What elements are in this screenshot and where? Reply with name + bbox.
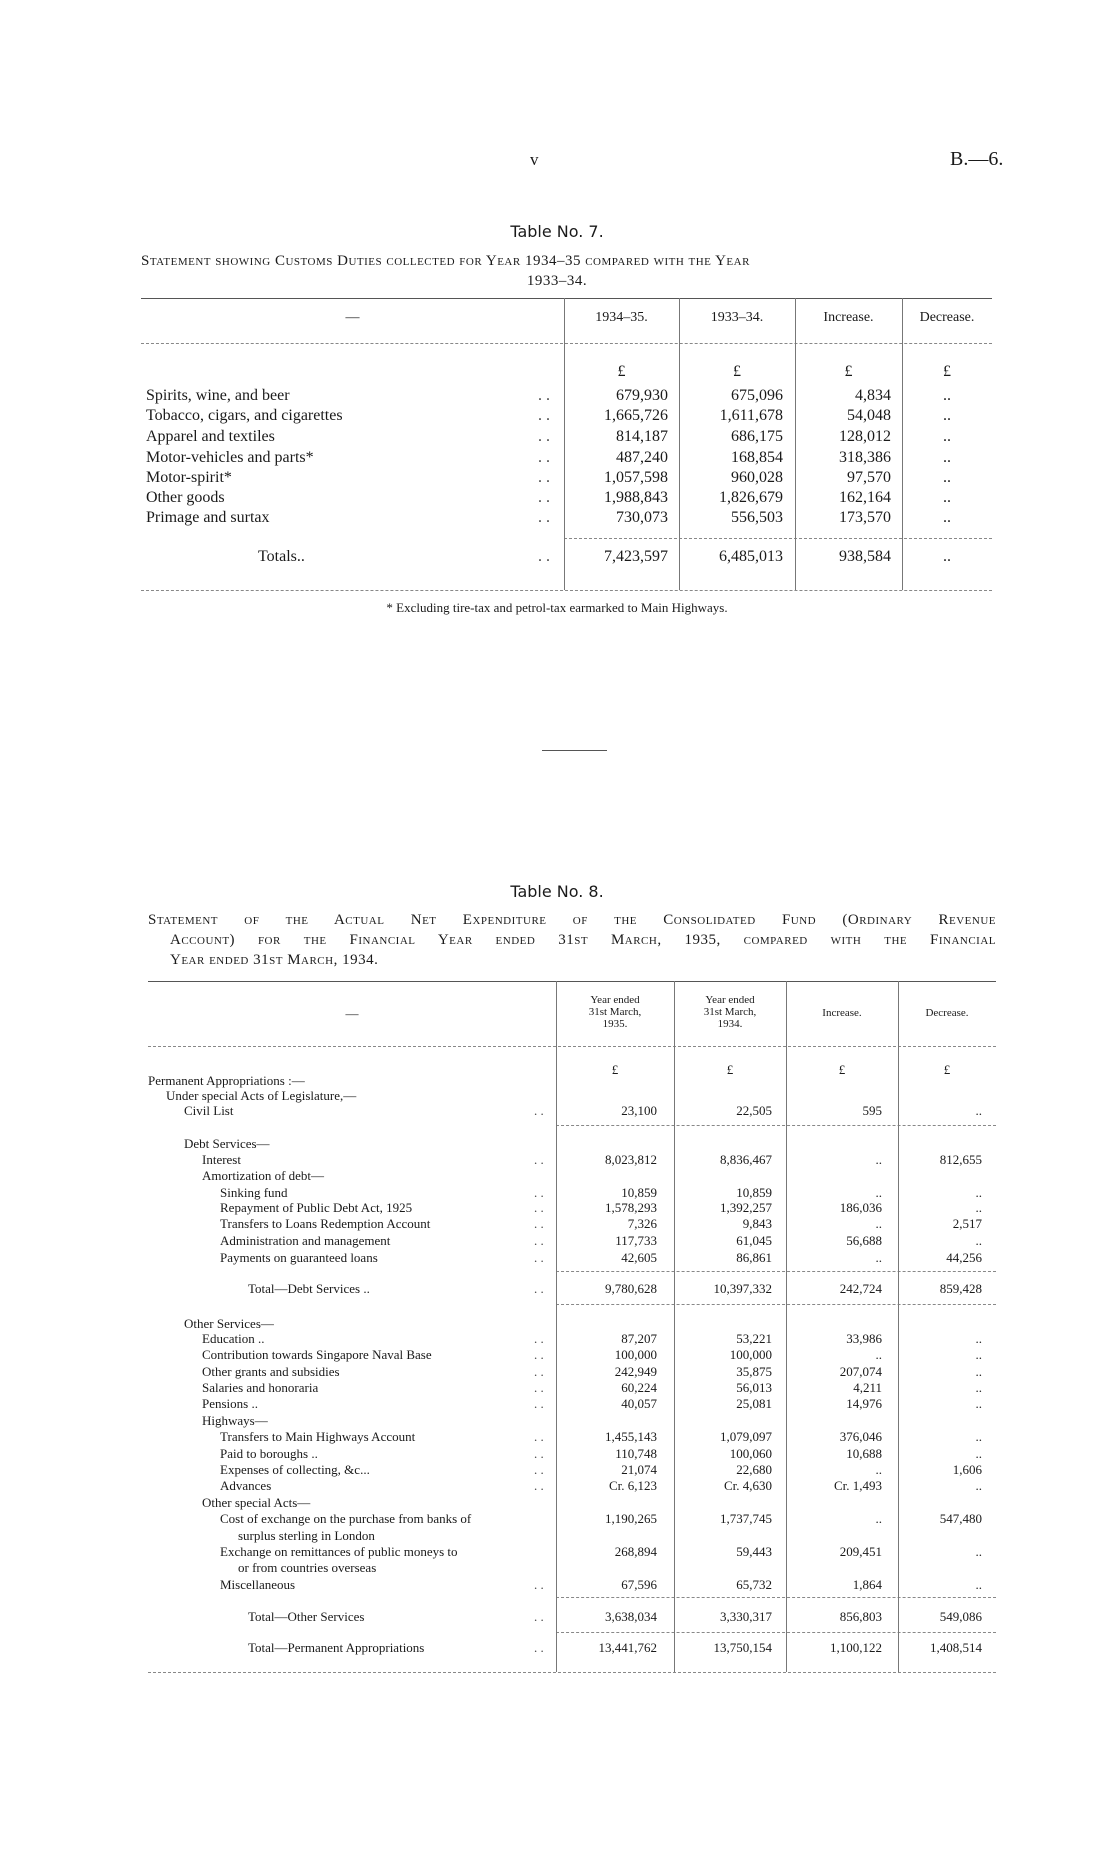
table8-row-value: 117,733 — [615, 1233, 657, 1248]
table7-row-value: 4,834 — [855, 387, 891, 404]
table8-row-value: .. — [975, 1544, 982, 1559]
leader-dots: . . — [534, 1200, 544, 1215]
leader-dots: . . — [534, 1185, 544, 1200]
table8-row-value: 86,861 — [736, 1250, 772, 1265]
table8-row-value: 242,724 — [839, 1281, 882, 1296]
leader-dots: . . — [534, 1103, 544, 1118]
rule — [141, 343, 992, 344]
table7-row-value: 556,503 — [731, 509, 783, 526]
table8-row-label: Administration and management — [220, 1233, 391, 1248]
table8-row-value: .. — [975, 1347, 982, 1362]
table8-row-label: or from countries overseas — [238, 1560, 377, 1575]
table7-row-value: .. — [943, 509, 951, 526]
leader-dots: . . — [538, 449, 550, 466]
table8-row-value: 25,081 — [736, 1396, 772, 1411]
table8-row-value: 1,392,257 — [720, 1200, 772, 1215]
table8-row-label: Miscellaneous — [220, 1577, 296, 1592]
table8-row-value: .. — [975, 1577, 982, 1592]
leader-dots: . . — [534, 1640, 544, 1655]
column-divider — [674, 981, 675, 1672]
table8-row-value: 110,748 — [615, 1446, 657, 1461]
table8-row-value: Cr. 1,493 — [833, 1478, 882, 1493]
table8-row-value: 13,441,762 — [598, 1640, 657, 1655]
table7-row-label: Spirits, wine, and beer — [146, 387, 290, 404]
table8-statement-line2: Account) for the Financial Year ended 31st March, 1935, compared with the Financial — [170, 932, 996, 948]
table8-row-value: 3,330,317 — [720, 1609, 772, 1624]
table8-row-label: Debt Services— — [184, 1136, 270, 1151]
currency-symbol: £ — [838, 1062, 846, 1077]
table8-row-value: 13,750,154 — [713, 1640, 772, 1655]
table7-row-value: 54,048 — [847, 407, 891, 424]
table7-row-value: 162,164 — [839, 489, 891, 506]
table8-row-label: Interest — [202, 1152, 241, 1167]
table7-row-label: Apparel and textiles — [146, 428, 275, 445]
table8-row-value: 812,655 — [939, 1152, 982, 1167]
table8-row-value: 9,843 — [742, 1216, 772, 1231]
leader-dots: . . — [534, 1396, 544, 1411]
table8-row-value: .. — [875, 1511, 882, 1526]
column-header: — — [345, 310, 360, 325]
table7-row-value: 1,665,726 — [604, 407, 668, 424]
table8-row-label: Exchange on remittances of public moneys to — [220, 1544, 458, 1559]
column-divider — [786, 981, 787, 1672]
table7-totals-value: .. — [943, 548, 951, 565]
column-divider — [898, 981, 899, 1672]
table7-row-label: Primage and surtax — [146, 509, 270, 526]
column-divider — [556, 981, 557, 1672]
column-header: Decrease. — [925, 1007, 969, 1019]
table8-row-label: Transfers to Main Highways Account — [220, 1429, 416, 1444]
table8-row-label: Transfers to Loans Redemption Account — [220, 1216, 431, 1231]
table7-row-value: .. — [943, 387, 951, 404]
table7-row-value: 168,854 — [731, 449, 783, 466]
page-folio: v — [530, 150, 539, 169]
leader-dots: . . — [534, 1347, 544, 1362]
table8-row-value: 59,443 — [736, 1544, 772, 1559]
leader-dots: . . — [534, 1462, 544, 1477]
column-header: Year ended — [705, 994, 755, 1006]
rule — [564, 538, 992, 539]
table8-row-value: .. — [975, 1446, 982, 1461]
table7-row-value: .. — [943, 469, 951, 486]
table8-row-value: 65,732 — [736, 1577, 772, 1592]
table8-row-value: 1,864 — [852, 1577, 882, 1592]
table8-row-value: .. — [975, 1185, 982, 1200]
rule — [148, 981, 996, 982]
table8-statement-line1: Statement of the Actual Net Expenditure of the Consolidated Fund (Ordinary Revenue — [148, 912, 996, 928]
table8-row-value: .. — [875, 1462, 882, 1477]
table8-row-label: Other Services— — [184, 1316, 274, 1331]
page-reference: B.—6. — [950, 148, 1004, 170]
table8-row-label: Civil List — [184, 1103, 234, 1118]
table8-row-value: .. — [875, 1347, 882, 1362]
table8-row-value: 8,023,812 — [605, 1152, 657, 1167]
table8-row-value: 10,859 — [736, 1185, 772, 1200]
rule — [556, 1125, 996, 1126]
column-header: 1933–34. — [710, 310, 764, 325]
leader-dots: . . — [534, 1216, 544, 1231]
table8-row-value: Cr. 6,123 — [608, 1478, 657, 1493]
table7-totals-value: 938,584 — [839, 548, 891, 565]
table7-row-value: 814,187 — [616, 428, 668, 445]
table8-row-value: 14,976 — [846, 1396, 882, 1411]
leader-dots: . . — [534, 1609, 544, 1624]
rule — [141, 590, 992, 591]
table7-statement-line2: 1933–34. — [526, 273, 588, 289]
table7-row-value: .. — [943, 449, 951, 466]
table7-row-label: Other goods — [146, 489, 225, 506]
table8-row-value: 42,605 — [621, 1250, 657, 1265]
table8-row-value: 100,000 — [614, 1347, 657, 1362]
table7-row-value: 1,826,679 — [719, 489, 783, 506]
table8-row-label: Permanent Appropriations :— — [148, 1073, 305, 1088]
table8-row-value: .. — [975, 1396, 982, 1411]
leader-dots: . . — [538, 428, 550, 445]
table8-row-label: Total—Permanent Appropriations — [248, 1640, 425, 1655]
table8-row-value: 61,045 — [736, 1233, 772, 1248]
column-header: Year ended — [590, 994, 640, 1006]
table8-row-value: .. — [975, 1364, 982, 1379]
table8-row-value: 22,680 — [736, 1462, 772, 1477]
table7-row-value: 487,240 — [616, 449, 668, 466]
table7-row-value: 1,988,843 — [604, 489, 668, 506]
leader-dots: . . — [534, 1478, 544, 1493]
table8-row-label: Salaries and honoraria — [202, 1380, 319, 1395]
table8-row-value: 1,100,122 — [830, 1640, 882, 1655]
table8-row-value: 859,428 — [939, 1281, 982, 1296]
leader-dots: . . — [538, 469, 550, 486]
table7-row-value: 730,073 — [616, 509, 668, 526]
table7-row-value: 97,570 — [847, 469, 891, 486]
table8-row-label: Pensions .. — [202, 1396, 258, 1411]
table8-row-value: 2,517 — [952, 1216, 982, 1231]
table8-row-label: surplus sterling in London — [238, 1528, 375, 1543]
table8-row-value: 376,046 — [839, 1429, 882, 1444]
table8-row-value: .. — [875, 1216, 882, 1231]
table8-row-label: Education .. — [202, 1331, 265, 1346]
table7-totals-value: 6,485,013 — [719, 548, 783, 565]
table8-row-label: Highways— — [202, 1413, 268, 1428]
table8-row-value: 9,780,628 — [605, 1281, 657, 1296]
currency-symbol: £ — [844, 363, 853, 380]
table8-row-label: Sinking fund — [220, 1185, 288, 1200]
table8-row-value: 60,224 — [621, 1380, 657, 1395]
table8-row-value: 7,326 — [627, 1216, 657, 1231]
table8-row-label: Under special Acts of Legislature,— — [166, 1088, 357, 1103]
currency-symbol: £ — [943, 1062, 951, 1077]
leader-dots: . . — [538, 407, 550, 424]
rule — [556, 1632, 996, 1633]
table8-row-value: 67,596 — [621, 1577, 657, 1592]
table8-row-value: 23,100 — [621, 1103, 657, 1118]
currency-symbol: £ — [726, 1062, 734, 1077]
table8-statement-line3: Year ended 31st March, 1934. — [170, 952, 379, 968]
table8-row-label: Total—Other Services — [248, 1609, 365, 1624]
table8-row-label: Contribution towards Singapore Naval Base — [202, 1347, 432, 1362]
table7-row-value: .. — [943, 428, 951, 445]
column-divider — [564, 298, 565, 590]
table8-row-value: 549,086 — [939, 1609, 982, 1624]
table7-totals-value: 7,423,597 — [604, 548, 668, 565]
leader-dots: . . — [534, 1281, 544, 1296]
table8-row-value: 100,000 — [729, 1347, 772, 1362]
table8-row-value: 53,221 — [736, 1331, 772, 1346]
table8-row-label: Other grants and subsidies — [202, 1364, 340, 1379]
rule — [556, 1271, 996, 1272]
table8-row-value: 1,578,293 — [605, 1200, 657, 1215]
table8-row-label: Advances — [220, 1478, 272, 1493]
column-divider — [679, 298, 680, 590]
table7-row-value: 686,175 — [731, 428, 783, 445]
table8-row-value: 1,737,745 — [720, 1511, 772, 1526]
table8-row-value: 35,875 — [736, 1364, 772, 1379]
leader-dots: . . — [534, 1446, 544, 1461]
leader-dots: . . — [534, 1364, 544, 1379]
table7-row-label: Motor-spirit* — [146, 469, 232, 486]
section-divider — [542, 750, 607, 751]
leader-dots: . . — [538, 387, 550, 404]
leader-dots: . . — [534, 1331, 544, 1346]
table8-row-value: 56,013 — [736, 1380, 772, 1395]
leader-dots: . . — [538, 548, 550, 565]
table8-row-value: 22,505 — [736, 1103, 772, 1118]
table8-row-value: .. — [875, 1152, 882, 1167]
column-header: — — [345, 1006, 359, 1021]
table7-row-value: .. — [943, 489, 951, 506]
table8-row-label: Other special Acts— — [202, 1495, 311, 1510]
leader-dots: . . — [534, 1380, 544, 1395]
table8-row-value: .. — [975, 1331, 982, 1346]
table8-title: Table No. 8. — [510, 882, 604, 901]
leader-dots: . . — [534, 1233, 544, 1248]
table8-row-value: Cr. 4,630 — [723, 1478, 772, 1493]
table8-row-value: 242,949 — [614, 1364, 657, 1379]
table8-row-value: 856,803 — [839, 1609, 882, 1624]
table8-row-value: 268,894 — [614, 1544, 657, 1559]
table7-totals-label: Totals.. — [258, 548, 305, 565]
table7-row-value: 1,057,598 — [604, 469, 668, 486]
column-header: 1935. — [602, 1018, 628, 1030]
column-divider — [795, 298, 796, 590]
table8-row-value: 87,207 — [621, 1331, 657, 1346]
table8-row-value: 209,451 — [839, 1544, 882, 1559]
column-header: Increase. — [822, 1007, 862, 1019]
rule — [148, 1672, 996, 1673]
table7-row-value: 1,611,678 — [719, 407, 783, 424]
leader-dots: . . — [538, 489, 550, 506]
table8-row-value: 56,688 — [846, 1233, 882, 1248]
table8-row-value: 10,859 — [621, 1185, 657, 1200]
table8-row-value: 10,397,332 — [713, 1281, 772, 1296]
table8-row-value: .. — [975, 1429, 982, 1444]
column-header: 31st March, — [588, 1006, 642, 1018]
table8-row-value: 4,211 — [853, 1380, 882, 1395]
table8-row-value: 1,606 — [952, 1462, 982, 1477]
table7-row-value: 679,930 — [616, 387, 668, 404]
table7-row-value: .. — [943, 407, 951, 424]
table8-row-value: 547,480 — [939, 1511, 982, 1526]
table8-row-value: .. — [975, 1103, 982, 1118]
table8-row-value: 595 — [862, 1103, 882, 1118]
table8-row-value: .. — [975, 1200, 982, 1215]
table7-row-label: Motor-vehicles and parts* — [146, 449, 314, 466]
currency-symbol: £ — [617, 363, 626, 380]
column-header: 1934–35. — [595, 310, 648, 325]
table8-row-label: Repayment of Public Debt Act, 1925 — [220, 1200, 413, 1215]
column-header: Decrease. — [919, 310, 975, 325]
rule — [556, 1597, 996, 1598]
table8-row-value: .. — [975, 1478, 982, 1493]
leader-dots: . . — [534, 1152, 544, 1167]
table8-row-value: .. — [875, 1185, 882, 1200]
table8-row-value: .. — [975, 1380, 982, 1395]
table7-row-value: 675,096 — [731, 387, 783, 404]
rule — [141, 298, 992, 299]
currency-symbol: £ — [733, 363, 741, 380]
table8-row-value: 100,060 — [729, 1446, 772, 1461]
table8-row-value: .. — [975, 1233, 982, 1248]
table7-row-value: 173,570 — [839, 509, 891, 526]
table7-statement-line1: Statement showing Customs Duties collected for Year 1934–35 compared with the Year — [141, 253, 750, 269]
table8-row-value: 207,074 — [839, 1364, 882, 1379]
table8-row-value: 40,057 — [621, 1396, 657, 1411]
rule — [148, 1046, 996, 1047]
table8-row-label: Cost of exchange on the purchase from banks of — [220, 1511, 472, 1526]
table8-row-label: Expenses of collecting, &c... — [220, 1462, 370, 1477]
table7-footnote: * Excluding tire-tax and petrol-tax earmarked to Main Highways. — [386, 600, 728, 615]
table8-row-value: 1,079,097 — [720, 1429, 772, 1444]
table7-title: Table No. 7. — [510, 222, 604, 241]
column-header: Increase. — [823, 310, 874, 325]
table8-row-value: 1,190,265 — [605, 1511, 657, 1526]
table8-row-value: 8,836,467 — [720, 1152, 772, 1167]
leader-dots: . . — [534, 1577, 544, 1592]
table8-row-value: .. — [875, 1250, 882, 1265]
table7-row-value: 318,386 — [839, 449, 891, 466]
table8-row-value: 186,036 — [839, 1200, 882, 1215]
currency-symbol: £ — [943, 363, 951, 380]
leader-dots: . . — [534, 1250, 544, 1265]
table8-row-label: Total—Debt Services .. — [248, 1281, 370, 1296]
table8-row-value: 33,986 — [846, 1331, 882, 1346]
rule — [556, 1304, 996, 1305]
leader-dots: . . — [534, 1429, 544, 1444]
table7-row-value: 960,028 — [731, 469, 783, 486]
column-header: 1934. — [717, 1018, 743, 1030]
table8-row-value: 3,638,034 — [605, 1609, 657, 1624]
column-header: 31st March, — [703, 1006, 757, 1018]
table8-row-value: 1,455,143 — [605, 1429, 657, 1444]
table7-row-label: Tobacco, cigars, and cigarettes — [146, 407, 343, 424]
leader-dots: . . — [538, 509, 550, 526]
table8-row-label: Payments on guaranteed loans — [220, 1250, 378, 1265]
table8-row-value: 10,688 — [846, 1446, 882, 1461]
table8-row-label: Paid to boroughs .. — [220, 1446, 318, 1461]
table8-row-value: 44,256 — [946, 1250, 982, 1265]
table8-row-value: 1,408,514 — [930, 1640, 982, 1655]
table8-row-label: Amortization of debt— — [202, 1168, 325, 1183]
currency-symbol: £ — [611, 1062, 619, 1077]
table8-row-value: 21,074 — [621, 1462, 657, 1477]
table7-row-value: 128,012 — [839, 428, 891, 445]
